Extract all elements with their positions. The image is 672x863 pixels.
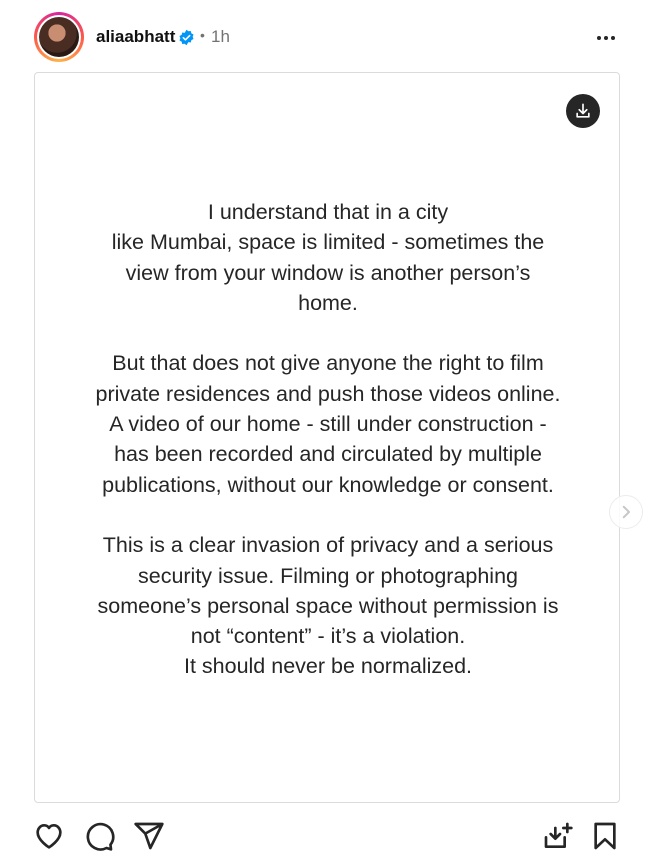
bookmark-icon[interactable] (589, 820, 621, 852)
post-text (53, 197, 603, 682)
paragraph-3: This is a clear invasion of privacy and a serious security issue. Filming or photographing someone’s personal space without permission is not “content” - it’s a violation. It should never be normalized. (97, 533, 559, 679)
avatar[interactable] (34, 12, 84, 62)
chevron-right-icon (617, 503, 635, 521)
post-media[interactable] (34, 72, 620, 803)
download-button[interactable] (566, 94, 600, 128)
share-icon[interactable] (133, 820, 165, 852)
verified-badge-icon (178, 29, 195, 46)
username[interactable]: aliaabhatt (96, 27, 176, 46)
paragraph-1: I understand that in a city like Mumbai, space is limited - sometimes the view from your window is another person’s home. (111, 200, 545, 315)
download-icon (573, 101, 593, 121)
comment-icon[interactable] (83, 820, 115, 852)
time-separator: • (200, 27, 205, 43)
action-bar (0, 812, 672, 862)
post-time[interactable]: 1h (211, 27, 230, 46)
next-slide-button[interactable] (609, 495, 643, 529)
more-options-icon[interactable] (594, 26, 618, 50)
heart-icon[interactable] (33, 820, 65, 852)
paragraph-2: But that does not give anyone the right to film private residences and push those videos online. A video of our home - still under construction - has been recorded and circulated by multiple publications, without our knowledge or consent. (95, 351, 561, 497)
avatar-image (39, 17, 79, 57)
post-header (0, 0, 672, 72)
remix-icon[interactable] (542, 820, 574, 852)
